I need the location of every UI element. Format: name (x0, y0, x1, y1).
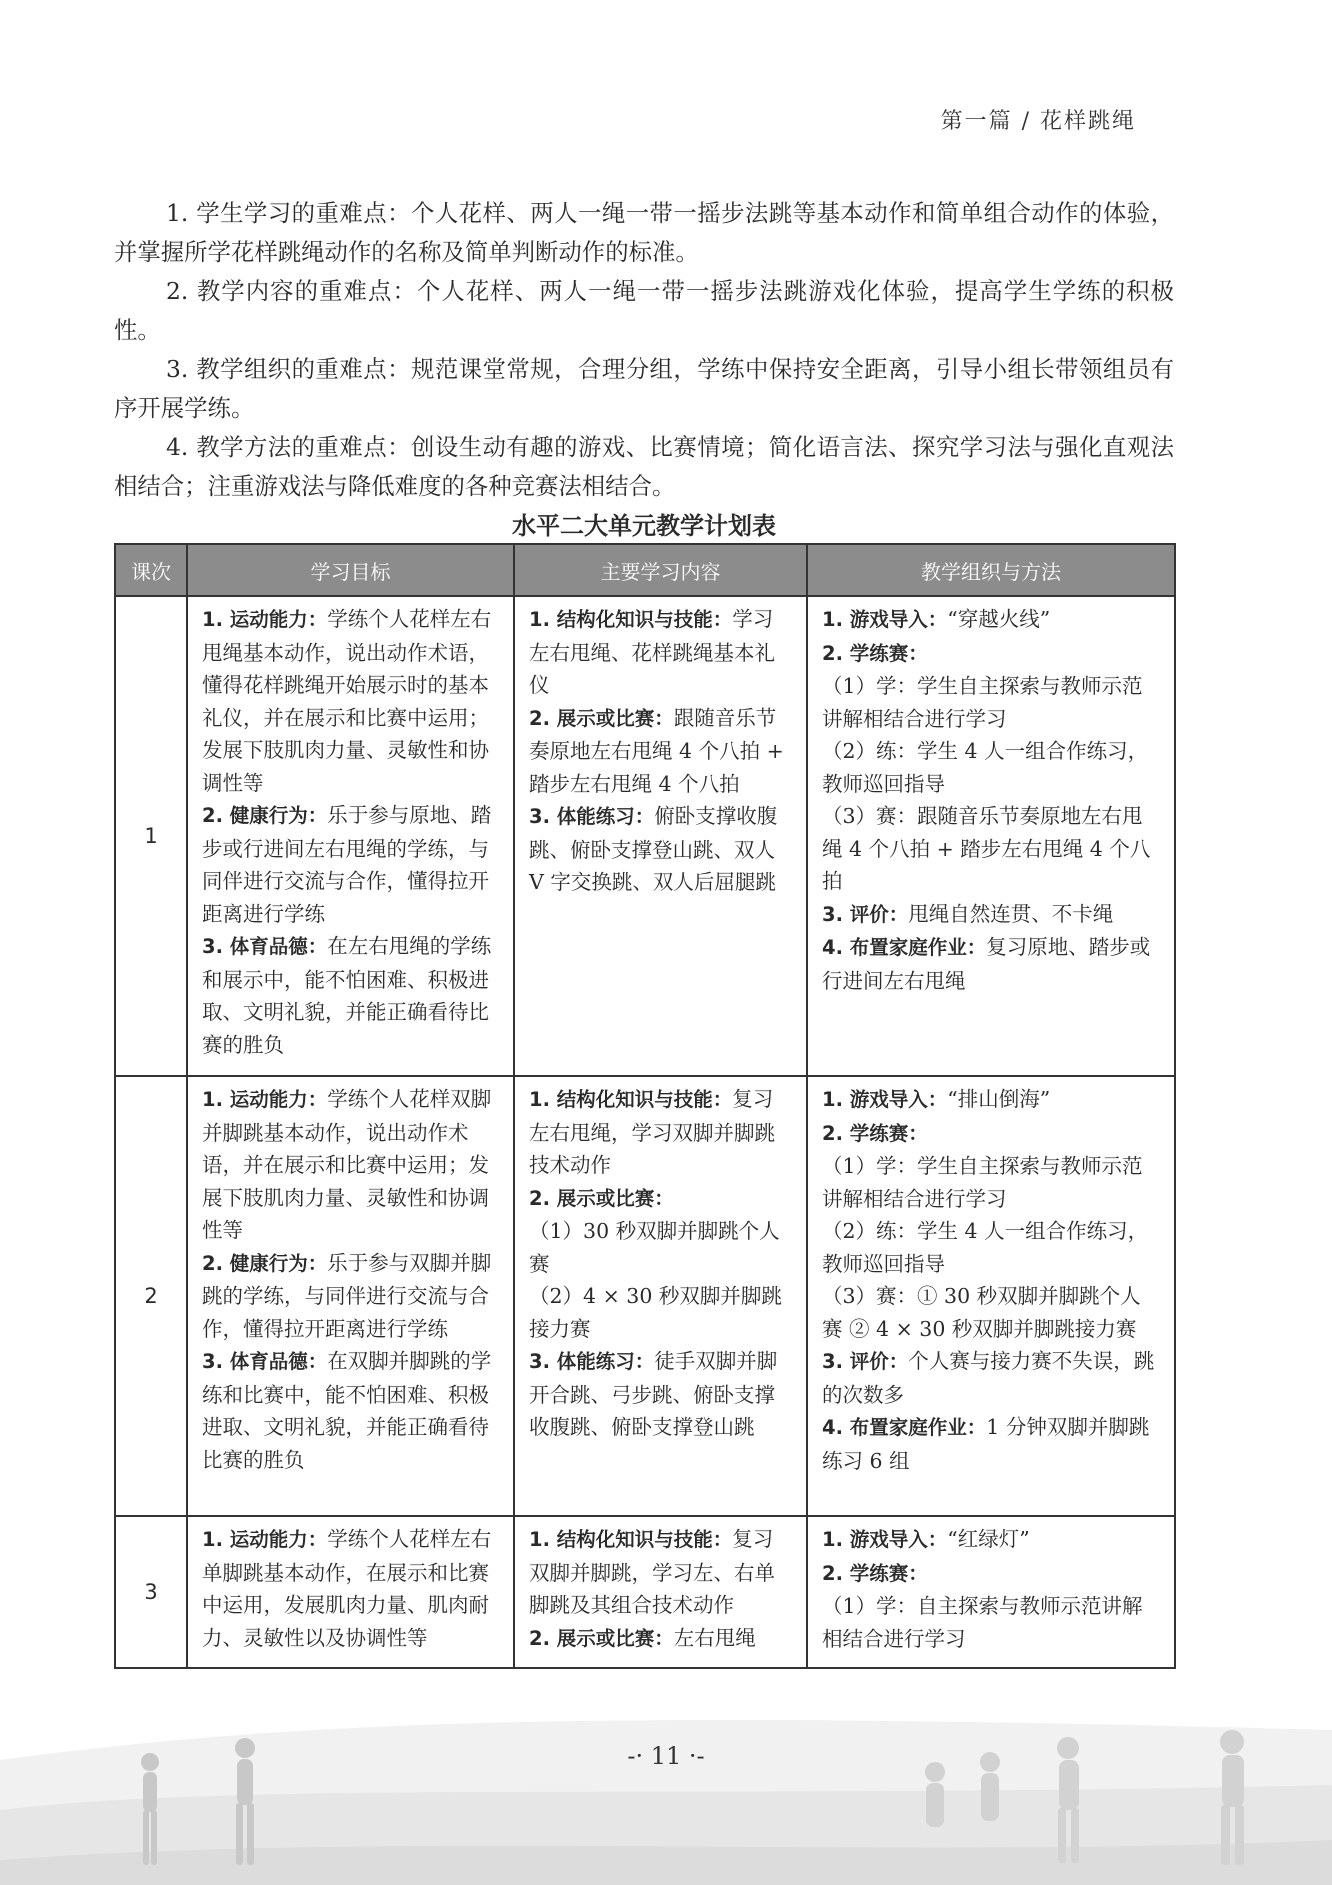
item-text: 俯卧支撑收腹跳、俯卧支撑登山跳、双人 V 字交换跳、双人后屈腿跳 (529, 804, 778, 894)
cell-item (822, 800, 1160, 898)
item-label: 3. 体能练习： (529, 805, 655, 828)
cell-item (202, 1247, 499, 1346)
item-label: 3. 体育品德： (202, 935, 328, 958)
intro-paragraph: 3. 教学组织的重难点：规范课堂常规，合理分组，学练中保持安全距离，引导小组长带领组员有序开展学练。 (114, 355, 1174, 422)
cell-item (202, 1345, 499, 1476)
item-text: （1）30 秒双脚并脚跳个人赛 (529, 1219, 780, 1276)
cell-item (822, 1215, 1160, 1280)
cell-item (529, 800, 792, 899)
col-header-methods: 教学组织与方法 (807, 544, 1175, 596)
item-label: 3. 体育品德： (202, 1350, 328, 1373)
learning-content-cell (514, 1076, 807, 1516)
cell-item (202, 1083, 499, 1247)
item-label: 1. 游戏导入： (822, 1528, 948, 1551)
item-label: 2. 展示或比赛： (529, 706, 674, 730)
intro-text (114, 194, 1174, 506)
item-text: 在左右甩绳的学练和展示中，能不怕困难、积极进取、文明礼貌，并能正确看待比赛的胜负 (202, 934, 492, 1057)
learning-content-cell (514, 596, 807, 1076)
learning-content-cell (514, 1516, 807, 1668)
teaching-plan-table (114, 543, 1176, 1669)
item-label: 2. 展示或比赛： (529, 1186, 674, 1210)
item-text: 跟随音乐节奏原地左右甩绳 4 个八拍 + 踏步左右甩绳 4 个八拍 (529, 705, 784, 796)
cell-item (822, 603, 1160, 637)
item-label: 2. 学练赛： (822, 641, 928, 665)
item-label: 1. 结构化知识与技能： (529, 1528, 733, 1551)
cell-item (202, 930, 499, 1061)
page-number: -· 11 ·- (627, 1742, 705, 1770)
cell-item (822, 1083, 1160, 1117)
intro-paragraph: 1. 学生学习的重难点：个人花样、两人一绳一带一摇步法跳等基本动作和简单组合动作的体验，并掌握所学花样跳绳动作的名称及简单判断动作的标准。 (114, 199, 1174, 266)
item-text: 在双脚并脚跳的学练和比赛中，能不怕困难、积极进取、文明礼貌，并能正确看待比赛的胜负 (202, 1349, 492, 1472)
cell-item (822, 1280, 1160, 1345)
col-header-goals: 学习目标 (187, 544, 514, 596)
item-text: （2）练：学生 4 人一组合作练习，教师巡回指导 (822, 1219, 1149, 1276)
item-text: 复习左右甩绳，学习双脚并脚跳技术动作 (529, 1087, 775, 1177)
lesson-number: 1 (115, 596, 187, 1076)
col-header-content: 主要学习内容 (514, 544, 807, 596)
item-text: （1）学：自主探索与教师示范讲解相结合进行学习 (822, 1594, 1143, 1651)
item-text: （1）学：学生自主探索与教师示范讲解相结合进行学习 (822, 674, 1143, 731)
item-text: （2）4 × 30 秒双脚并脚跳接力赛 (529, 1284, 782, 1341)
learning-goals-cell (187, 596, 514, 1076)
item-text: “穿越火线” (947, 607, 1051, 631)
cell-item (529, 1215, 792, 1280)
item-text: 复习双脚并脚跳，学习左、右单脚跳及其组合技术动作 (529, 1527, 775, 1617)
teaching-methods-cell (807, 1076, 1175, 1516)
learning-goals-cell (187, 1516, 514, 1668)
cell-item (822, 1117, 1160, 1151)
learning-goals-cell (187, 1076, 514, 1516)
cell-item (529, 702, 792, 801)
cell-item (822, 1523, 1160, 1557)
item-text: （2）练：学生 4 人一组合作练习，教师巡回指导 (822, 739, 1149, 796)
item-text: “排山倒海” (947, 1087, 1051, 1111)
intro-paragraph: 4. 教学方法的重难点：创设生动有趣的游戏、比赛情境；简化语言法、探究学习法与强化直观法相结合；注重游戏法与降低难度的各种竞赛法相结合。 (114, 433, 1174, 500)
cell-item (822, 931, 1160, 997)
item-label: 1. 结构化知识与技能： (529, 1088, 733, 1111)
item-text: 乐于参与原地、踏步或行进间左右甩绳的学练，与同伴进行交流与合作，懂得拉开距离进行学练 (202, 803, 492, 926)
item-text: （1）学：学生自主探索与教师示范讲解相结合进行学习 (822, 1154, 1143, 1211)
item-text: 学练个人花样左右甩绳基本动作，说出动作术语，懂得花样跳绳开始展示时的基本礼仪，并在展示和比赛中运用；发展下肢肌肉力量、灵敏性和协调性等 (202, 607, 492, 795)
table-header-row (115, 544, 1175, 596)
col-header-lesson: 课次 (115, 544, 187, 596)
table-row (115, 596, 1175, 1076)
item-label: 2. 健康行为： (202, 1251, 328, 1275)
lesson-number: 3 (115, 1516, 187, 1668)
cell-item (529, 1083, 792, 1182)
item-label: 2. 学练赛： (822, 1121, 928, 1145)
cell-item (822, 735, 1160, 800)
cell-item (529, 1182, 792, 1216)
item-label: 4. 布置家庭作业： (822, 1416, 987, 1439)
cell-item (822, 898, 1160, 932)
item-text: “红绿灯” (947, 1527, 1030, 1551)
table-row (115, 1076, 1175, 1516)
cell-item (202, 603, 499, 799)
cell-item (822, 1557, 1160, 1591)
cell-item (202, 799, 499, 930)
cell-item (529, 1280, 792, 1345)
item-label: 3. 体能练习： (529, 1350, 655, 1373)
item-label: 1. 结构化知识与技能： (529, 608, 733, 631)
item-text: 学练个人花样左右单脚跳基本动作，在展示和比赛中运用，发展肌肉力量、肌肉耐力、灵敏性以及协调性等 (202, 1527, 492, 1650)
teaching-methods-cell (807, 1516, 1175, 1668)
item-label: 1. 游戏导入： (822, 608, 948, 631)
item-label: 2. 健康行为： (202, 804, 328, 827)
cell-item (822, 637, 1160, 671)
item-label: 1. 运动能力： (202, 1088, 328, 1111)
item-label: 4. 布置家庭作业： (822, 936, 987, 959)
cell-item (822, 1590, 1160, 1655)
cell-item (529, 603, 792, 702)
item-text: （3）赛：① 30 秒双脚并脚跳个人赛 ② 4 × 30 秒双脚并脚跳接力赛 (822, 1284, 1141, 1341)
cell-item (529, 1523, 792, 1622)
item-text: 徒手双脚并脚开合跳、弓步跳、俯卧支撑收腹跳、俯卧支撑登山跳 (529, 1349, 778, 1439)
lesson-number: 2 (115, 1076, 187, 1516)
item-label: 1. 运动能力： (202, 1528, 328, 1551)
cell-item (822, 1411, 1160, 1477)
item-text: 1 分钟双脚并脚跳练习 6 组 (822, 1415, 1150, 1473)
table-title: 水平二大单元教学计划表 (512, 512, 776, 540)
item-label: 1. 游戏导入： (822, 1088, 948, 1111)
item-label: 3. 评价： (822, 1350, 909, 1373)
item-label: 1. 运动能力： (202, 608, 328, 631)
cell-item (529, 1345, 792, 1444)
table-row (115, 1516, 1175, 1668)
item-text: （3）赛：跟随音乐节奏原地左右甩绳 4 个八拍 + 踏步左右甩绳 4 个八拍 (822, 804, 1151, 893)
intro-paragraph: 2. 教学内容的重难点：个人花样、两人一绳一带一摇步法跳游戏化体验，提高学生学练的积极性。 (114, 277, 1174, 344)
item-label: 2. 展示或比赛： (529, 1626, 674, 1650)
teaching-methods-cell (807, 596, 1175, 1076)
running-header: 第一篇 / 花样跳绳 (940, 109, 1136, 134)
item-label: 2. 学练赛： (822, 1561, 928, 1585)
cell-item (822, 670, 1160, 735)
item-label: 3. 评价： (822, 902, 909, 926)
cell-item (822, 1345, 1160, 1411)
cell-item (529, 1622, 792, 1656)
item-text: 乐于参与双脚并脚跳的学练，与同伴进行交流与合作，懂得拉开距离进行学练 (202, 1250, 492, 1341)
decorative-background (0, 1690, 1332, 1885)
item-text: 个人赛与接力赛不失误，跳的次数多 (822, 1349, 1155, 1407)
cell-item (822, 1150, 1160, 1215)
item-text: 学习左右甩绳、花样跳绳基本礼仪 (529, 607, 775, 697)
item-text: 左右甩绳 (673, 1625, 756, 1650)
cell-item (202, 1523, 499, 1654)
item-text: 复习原地、踏步或行进间左右甩绳 (822, 935, 1151, 993)
item-text: 甩绳自然连贯、不卡绳 (908, 901, 1114, 926)
item-text: 学练个人花样双脚并脚跳基本动作，说出动作术语，并在展示和比赛中运用；发展下肢肌肉力量、灵敏性和协调性等 (202, 1087, 492, 1242)
